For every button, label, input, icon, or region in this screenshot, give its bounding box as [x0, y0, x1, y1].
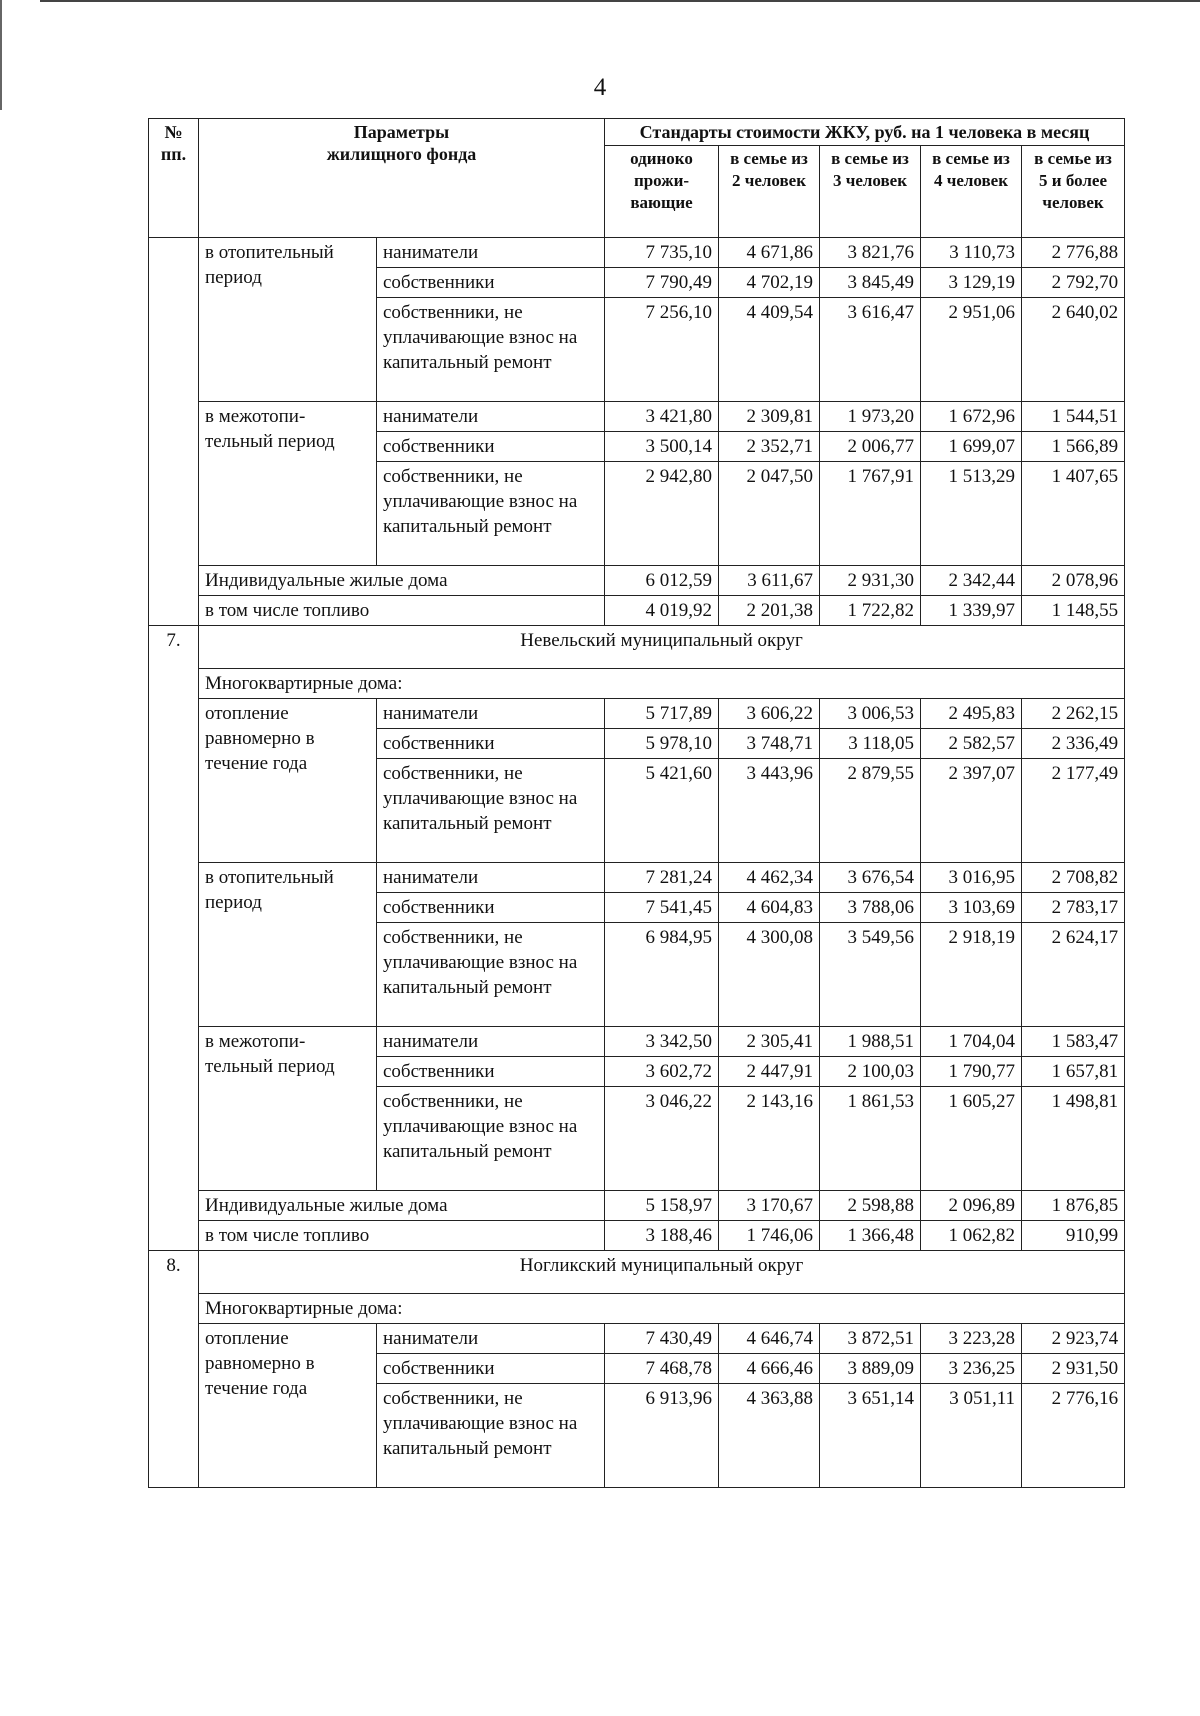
value-cell: 1 605,27	[921, 1087, 1022, 1191]
value-cell: 3 611,67	[719, 566, 820, 596]
category-cell: отопление равномерно в течение года	[199, 1324, 377, 1488]
value-cell: 5 978,10	[605, 729, 719, 759]
value-cell: 910,99	[1022, 1221, 1125, 1251]
section-number	[149, 238, 199, 626]
value-cell: 3 676,54	[820, 863, 921, 893]
value-cell: 2 495,83	[921, 699, 1022, 729]
value-cell: 2 783,17	[1022, 893, 1125, 923]
apartment-buildings-label: Многоквартирные дома:	[199, 1294, 1125, 1324]
value-cell: 1 498,81	[1022, 1087, 1125, 1191]
value-cell: 3 223,28	[921, 1324, 1022, 1354]
value-cell: 7 281,24	[605, 863, 719, 893]
section-number: 8.	[149, 1251, 199, 1488]
mkd-row	[149, 1294, 1125, 1324]
value-cell: 2 352,71	[719, 432, 820, 462]
value-cell: 2 776,16	[1022, 1384, 1125, 1488]
value-cell: 4 300,08	[719, 923, 820, 1027]
value-cell: 2 143,16	[719, 1087, 820, 1191]
row-label: в том числе топливо	[199, 596, 605, 626]
value-cell: 1 988,51	[820, 1027, 921, 1057]
value-cell: 7 256,10	[605, 298, 719, 402]
value-cell: 3 500,14	[605, 432, 719, 462]
value-cell: 3 788,06	[820, 893, 921, 923]
value-cell: 3 748,71	[719, 729, 820, 759]
value-cell: 3 651,14	[820, 1384, 921, 1488]
value-cell: 4 666,46	[719, 1354, 820, 1384]
type-cell: наниматели	[377, 699, 605, 729]
value-cell: 3 872,51	[820, 1324, 921, 1354]
value-cell: 1 722,82	[820, 596, 921, 626]
value-cell: 7 541,45	[605, 893, 719, 923]
type-cell: собственники, не уплачивающие взнос на капитальный ремонт	[377, 1087, 605, 1191]
value-cell: 1 513,29	[921, 462, 1022, 566]
value-cell: 3 821,76	[820, 238, 921, 268]
type-cell: наниматели	[377, 1324, 605, 1354]
header-no: № пп.	[149, 119, 199, 238]
type-cell: собственники	[377, 432, 605, 462]
value-cell: 1 566,89	[1022, 432, 1125, 462]
value-cell: 4 462,34	[719, 863, 820, 893]
value-cell: 2 624,17	[1022, 923, 1125, 1027]
value-cell: 4 702,19	[719, 268, 820, 298]
value-cell: 3 170,67	[719, 1191, 820, 1221]
value-cell: 2 447,91	[719, 1057, 820, 1087]
value-cell: 6 913,96	[605, 1384, 719, 1488]
value-cell: 2 078,96	[1022, 566, 1125, 596]
value-cell: 3 889,09	[820, 1354, 921, 1384]
value-cell: 2 951,06	[921, 298, 1022, 402]
value-cell: 1 746,06	[719, 1221, 820, 1251]
table-row	[149, 1191, 1125, 1221]
type-cell: собственники	[377, 893, 605, 923]
value-cell: 1 407,65	[1022, 462, 1125, 566]
row-label: Индивидуальные жилые дома	[199, 1191, 605, 1221]
value-cell: 1 657,81	[1022, 1057, 1125, 1087]
row-label: в том числе топливо	[199, 1221, 605, 1251]
header-col-5: в семье из 5 и более человек	[1022, 146, 1125, 238]
district-row	[149, 626, 1125, 669]
type-cell: собственники	[377, 1057, 605, 1087]
type-cell: собственники, не уплачивающие взнос на капитальный ремонт	[377, 923, 605, 1027]
category-cell: в отопительный период	[199, 863, 377, 1027]
type-cell: собственники, не уплачивающие взнос на капитальный ремонт	[377, 298, 605, 402]
apartment-buildings-label: Многоквартирные дома:	[199, 669, 1125, 699]
section-number: 7.	[149, 626, 199, 1251]
value-cell: 7 430,49	[605, 1324, 719, 1354]
value-cell: 3 129,19	[921, 268, 1022, 298]
value-cell: 1 148,55	[1022, 596, 1125, 626]
type-cell: наниматели	[377, 402, 605, 432]
table-row	[149, 1324, 1125, 1354]
table-row	[149, 1027, 1125, 1057]
value-cell: 2 006,77	[820, 432, 921, 462]
value-cell: 2 262,15	[1022, 699, 1125, 729]
page-number: 4	[593, 74, 607, 101]
value-cell: 2 598,88	[820, 1191, 921, 1221]
scan-edge-top	[40, 0, 1200, 2]
value-cell: 1 672,96	[921, 402, 1022, 432]
category-cell: в отопительный период	[199, 238, 377, 402]
value-cell: 1 876,85	[1022, 1191, 1125, 1221]
type-cell: наниматели	[377, 1027, 605, 1057]
value-cell: 2 309,81	[719, 402, 820, 432]
type-cell: собственники	[377, 729, 605, 759]
value-cell: 6 984,95	[605, 923, 719, 1027]
value-cell: 2 342,44	[921, 566, 1022, 596]
header-col-1: одиноко прожи-вающие	[605, 146, 719, 238]
value-cell: 5 158,97	[605, 1191, 719, 1221]
header-col-2: в семье из 2 человек	[719, 146, 820, 238]
value-cell: 2 923,74	[1022, 1324, 1125, 1354]
value-cell: 1 973,20	[820, 402, 921, 432]
district-row	[149, 1251, 1125, 1294]
value-cell: 2 096,89	[921, 1191, 1022, 1221]
value-cell: 2 305,41	[719, 1027, 820, 1057]
type-cell: собственники, не уплачивающие взнос на капитальный ремонт	[377, 759, 605, 863]
district-name: Ногликский муниципальный округ	[199, 1251, 1125, 1294]
table-row	[149, 402, 1125, 432]
value-cell: 2 931,50	[1022, 1354, 1125, 1384]
table-row	[149, 596, 1125, 626]
row-label: Индивидуальные жилые дома	[199, 566, 605, 596]
value-cell: 2 776,88	[1022, 238, 1125, 268]
value-cell: 1 790,77	[921, 1057, 1022, 1087]
value-cell: 2 177,49	[1022, 759, 1125, 863]
table-row	[149, 863, 1125, 893]
type-cell: собственники, не уплачивающие взнос на капитальный ремонт	[377, 462, 605, 566]
value-cell: 3 845,49	[820, 268, 921, 298]
value-cell: 3 602,72	[605, 1057, 719, 1087]
value-cell: 3 443,96	[719, 759, 820, 863]
type-cell: собственники	[377, 268, 605, 298]
header-row-1	[149, 119, 1125, 146]
value-cell: 3 606,22	[719, 699, 820, 729]
value-cell: 2 336,49	[1022, 729, 1125, 759]
value-cell: 4 409,54	[719, 298, 820, 402]
value-cell: 1 704,04	[921, 1027, 1022, 1057]
header-params: Параметры жилищного фонда	[199, 119, 605, 238]
value-cell: 2 918,19	[921, 923, 1022, 1027]
value-cell: 1 544,51	[1022, 402, 1125, 432]
value-cell: 3 342,50	[605, 1027, 719, 1057]
value-cell: 2 397,07	[921, 759, 1022, 863]
value-cell: 3 103,69	[921, 893, 1022, 923]
value-cell: 1 861,53	[820, 1087, 921, 1191]
value-cell: 3 188,46	[605, 1221, 719, 1251]
value-cell: 1 062,82	[921, 1221, 1022, 1251]
value-cell: 7 790,49	[605, 268, 719, 298]
value-cell: 7 735,10	[605, 238, 719, 268]
value-cell: 7 468,78	[605, 1354, 719, 1384]
value-cell: 3 016,95	[921, 863, 1022, 893]
value-cell: 3 110,73	[921, 238, 1022, 268]
value-cell: 4 646,74	[719, 1324, 820, 1354]
value-cell: 1 339,97	[921, 596, 1022, 626]
value-cell: 2 582,57	[921, 729, 1022, 759]
mkd-row	[149, 669, 1125, 699]
value-cell: 3 236,25	[921, 1354, 1022, 1384]
table-row	[149, 566, 1125, 596]
type-cell: наниматели	[377, 863, 605, 893]
table-row	[149, 238, 1125, 268]
value-cell: 2 708,82	[1022, 863, 1125, 893]
value-cell: 1 699,07	[921, 432, 1022, 462]
header-group: Стандарты стоимости ЖКУ, руб. на 1 человека в месяц	[605, 119, 1125, 146]
value-cell: 3 006,53	[820, 699, 921, 729]
value-cell: 2 047,50	[719, 462, 820, 566]
type-cell: собственники, не уплачивающие взнос на капитальный ремонт	[377, 1384, 605, 1488]
value-cell: 1 583,47	[1022, 1027, 1125, 1057]
value-cell: 3 051,11	[921, 1384, 1022, 1488]
value-cell: 2 201,38	[719, 596, 820, 626]
type-cell: наниматели	[377, 238, 605, 268]
category-cell: в межотопи-тельный период	[199, 1027, 377, 1191]
value-cell: 3 118,05	[820, 729, 921, 759]
header-col-4: в семье из 4 человек	[921, 146, 1022, 238]
value-cell: 4 671,86	[719, 238, 820, 268]
value-cell: 2 942,80	[605, 462, 719, 566]
value-cell: 4 363,88	[719, 1384, 820, 1488]
value-cell: 2 879,55	[820, 759, 921, 863]
type-cell: собственники	[377, 1354, 605, 1384]
value-cell: 2 931,30	[820, 566, 921, 596]
value-cell: 4 604,83	[719, 893, 820, 923]
value-cell: 3 421,80	[605, 402, 719, 432]
category-cell: отопление равномерно в течение года	[199, 699, 377, 863]
header-col-3: в семье из 3 человек	[820, 146, 921, 238]
value-cell: 4 019,92	[605, 596, 719, 626]
value-cell: 3 046,22	[605, 1087, 719, 1191]
value-cell: 1 366,48	[820, 1221, 921, 1251]
value-cell: 3 616,47	[820, 298, 921, 402]
value-cell: 5 717,89	[605, 699, 719, 729]
value-cell: 2 640,02	[1022, 298, 1125, 402]
category-cell: в межотопи-тельный период	[199, 402, 377, 566]
value-cell: 3 549,56	[820, 923, 921, 1027]
value-cell: 6 012,59	[605, 566, 719, 596]
table-row	[149, 699, 1125, 729]
district-name: Невельский муниципальный округ	[199, 626, 1125, 669]
table-row	[149, 1221, 1125, 1251]
value-cell: 2 792,70	[1022, 268, 1125, 298]
value-cell: 5 421,60	[605, 759, 719, 863]
housing-cost-standards-table	[148, 118, 1125, 1488]
value-cell: 2 100,03	[820, 1057, 921, 1087]
value-cell: 1 767,91	[820, 462, 921, 566]
